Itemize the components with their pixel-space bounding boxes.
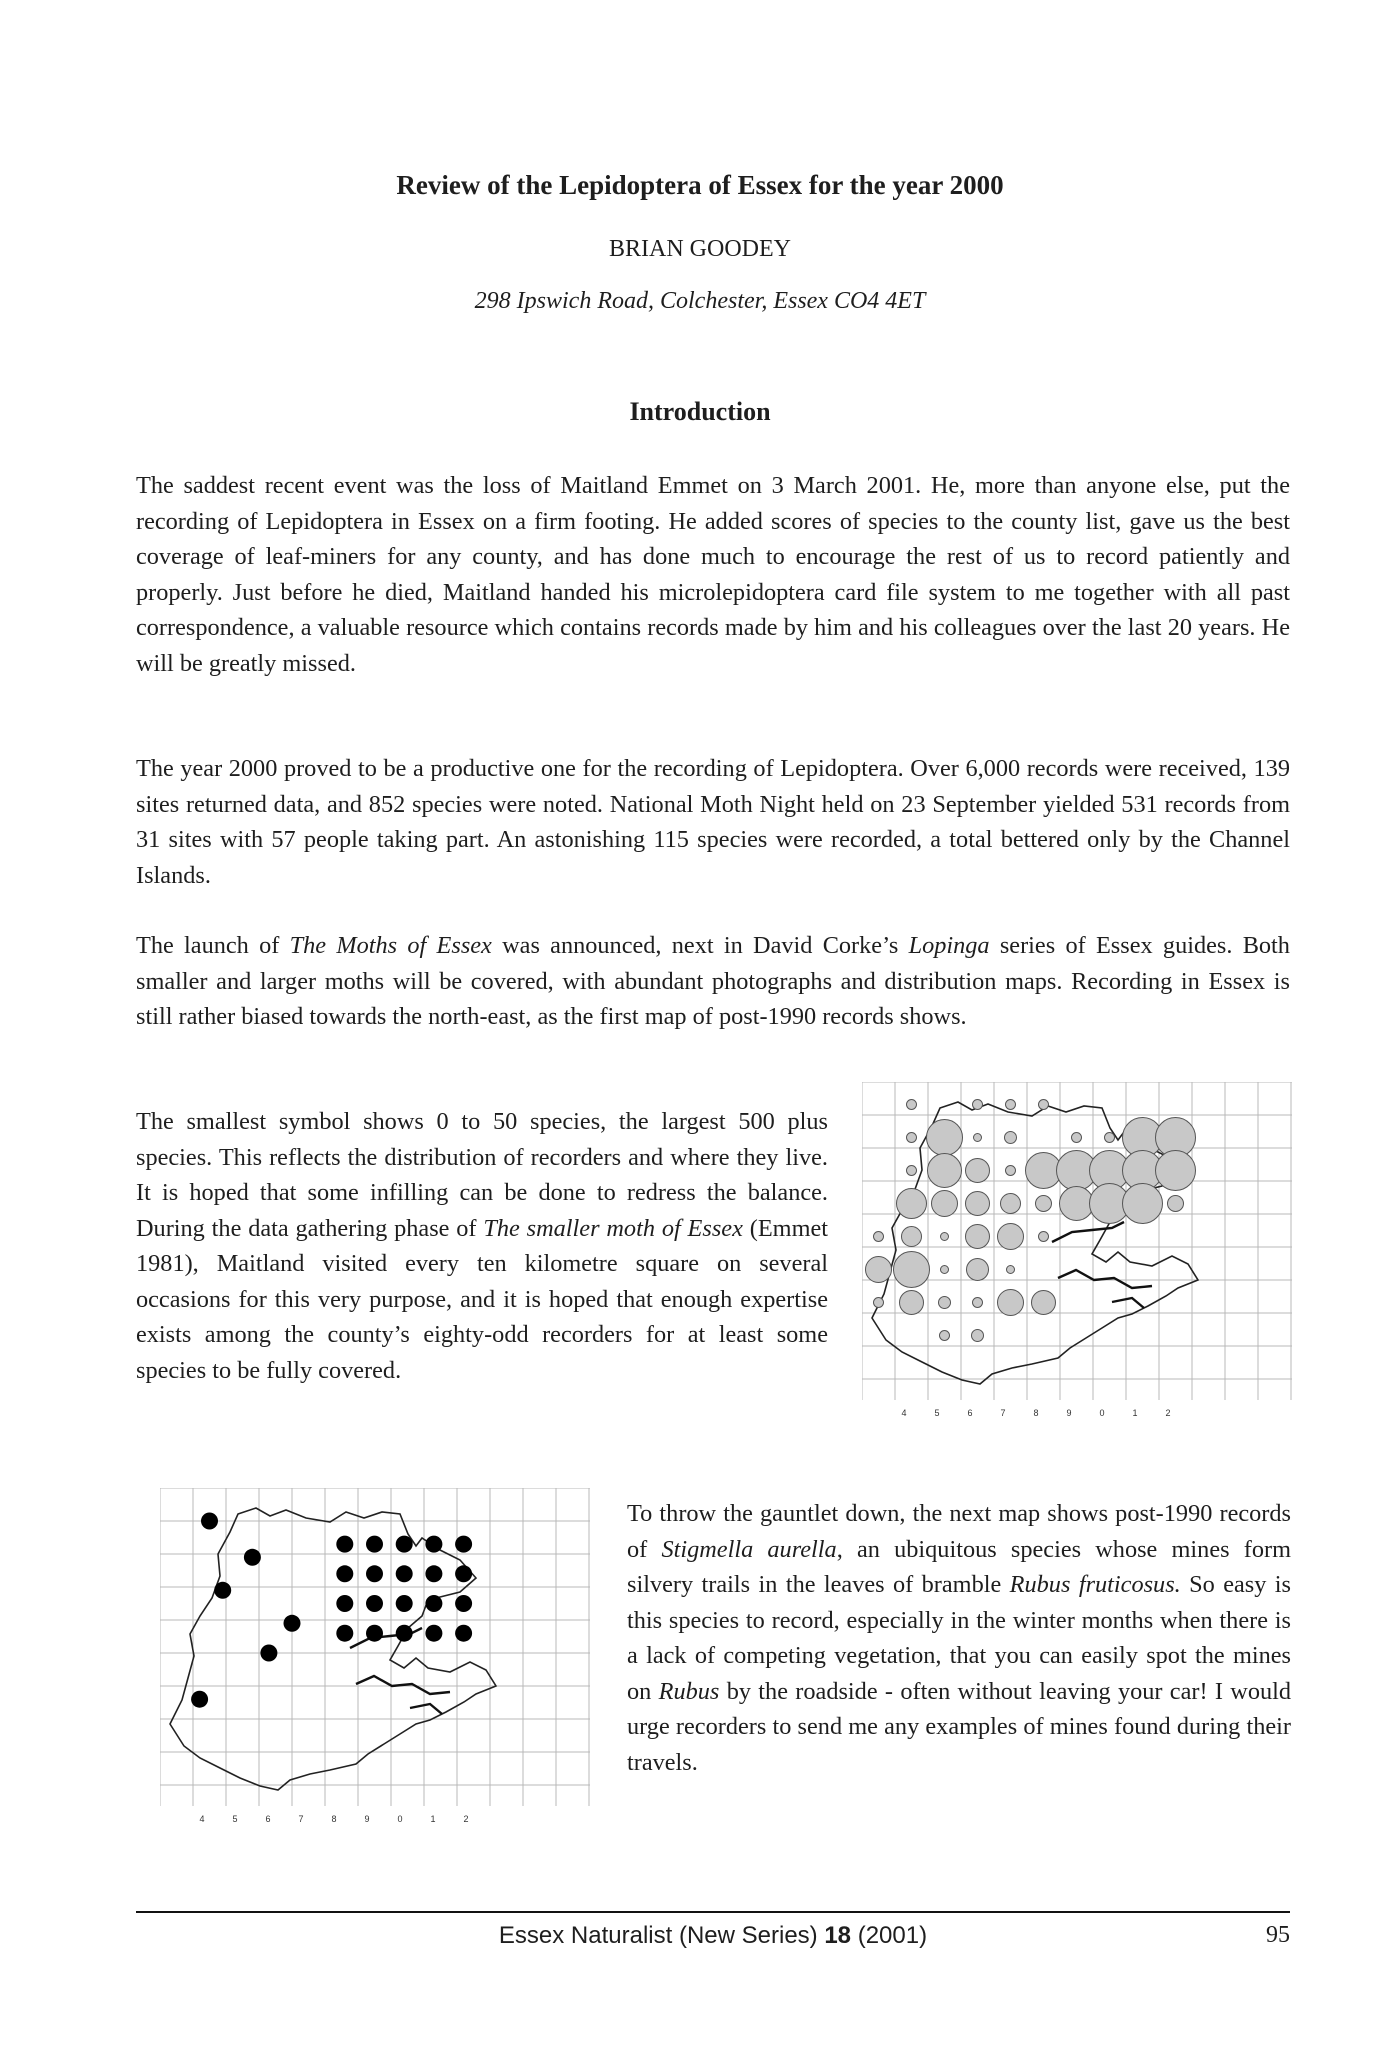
record-dot [201, 1513, 218, 1530]
species-symbol [900, 1291, 924, 1315]
tick-label: 8 [331, 1814, 337, 1824]
tick-label: 0 [1099, 1408, 1105, 1418]
species-symbol [1006, 1166, 1016, 1176]
tick-label: 9 [364, 1814, 370, 1824]
paragraph-intro: The saddest recent event was the loss of Maitland Emmet on 3 March 2001. He, more than anyone else, put the recording of Lepidoptera in Essex on a firm footing. He added scores of species to the county list, gave us the best coverage of leaf-miners for any county, and has done much to encourage the rest of us to record patiently and properly. Just before he died, Maitland handed his microlepidoptera card file system to me together with all past correspondence, a valuable resource which contains records made by him and his colleagues over the last 20 years. He will be greatly missed. [136, 472, 1290, 677]
tick-label: 4 [199, 1814, 205, 1824]
species-symbol [972, 1330, 984, 1342]
record-dot [366, 1595, 383, 1612]
paragraph-launch [136, 928, 1290, 1035]
species-symbol [907, 1100, 917, 1110]
record-dot [284, 1615, 301, 1632]
record-dot [336, 1565, 353, 1582]
species-symbol [1156, 1151, 1196, 1191]
tick-label: 5 [232, 1814, 238, 1824]
record-dot [425, 1625, 442, 1642]
section-heading: Introduction [629, 397, 771, 426]
species-name: Rubus fruticosus. [1009, 1571, 1181, 1598]
record-dot [366, 1565, 383, 1582]
species-symbol [1072, 1133, 1082, 1143]
text-run: The launch of [136, 932, 290, 959]
book-title: The smaller moth of Essex [483, 1214, 743, 1242]
tick-label: 7 [1000, 1408, 1006, 1418]
article-title: Review of the Lepidoptera of Essex for the year 2000 [396, 170, 1004, 200]
tick-label: 6 [265, 1814, 271, 1824]
species-symbol [928, 1154, 962, 1188]
tick-label: 1 [430, 1814, 436, 1824]
record-dot [425, 1595, 442, 1612]
species-symbol [967, 1259, 989, 1281]
species-symbol [966, 1159, 990, 1183]
species-symbol [1039, 1232, 1049, 1242]
species-symbol [897, 1189, 927, 1219]
tick-label: 9 [1066, 1408, 1072, 1418]
volume-number: 18 [824, 1922, 852, 1949]
species-symbol [998, 1290, 1024, 1316]
species-symbol [966, 1225, 990, 1249]
species-symbol [1005, 1132, 1017, 1144]
record-dot [260, 1645, 277, 1662]
species-symbol [907, 1166, 917, 1176]
species-symbol [907, 1133, 917, 1143]
species-symbol [939, 1297, 951, 1309]
author-address: 298 Ipswich Road, Colchester, Essex CO4 4ET [474, 288, 926, 314]
paragraph-symbols [136, 1104, 828, 1388]
species-symbol [874, 1298, 884, 1308]
record-dot [244, 1549, 261, 1566]
record-dot [366, 1536, 383, 1553]
species-symbol [973, 1298, 983, 1308]
species-symbol [1123, 1184, 1163, 1224]
record-dot [214, 1582, 231, 1599]
species-symbol [1060, 1187, 1094, 1221]
record-dot [396, 1565, 413, 1582]
record-dot [425, 1536, 442, 1553]
tick-label: 5 [934, 1408, 940, 1418]
text-run: , an ubiquitous species whose mines form silvery trails in the leaves of bramble [627, 1535, 1291, 1598]
tick-label: 0 [397, 1814, 403, 1824]
record-dot [396, 1536, 413, 1553]
species-symbol [1006, 1100, 1016, 1110]
species-symbol [1032, 1291, 1056, 1315]
species-symbol [1168, 1196, 1184, 1212]
axis-tick-labels [901, 1408, 1170, 1418]
essex-outline [170, 1508, 496, 1790]
record-dot [455, 1536, 472, 1553]
species-richness-map [862, 1082, 1292, 1420]
tick-label: 8 [1033, 1408, 1039, 1418]
record-dots [191, 1513, 472, 1708]
text-run: The smallest symbol shows 0 to 50 species, the largest 500 plus species. This reflects the distribution of recorders and where they live. It is hoped that some infilling can be done to redress the balance. During the data gathering phase of [136, 1108, 828, 1242]
species-symbol [1036, 1196, 1052, 1212]
journal-year: (2001) [851, 1922, 928, 1949]
species-symbol [941, 1233, 949, 1241]
record-dot [455, 1565, 472, 1582]
tick-label: 4 [901, 1408, 907, 1418]
author-name: BRIAN GOODEY [609, 236, 791, 262]
species-symbol [941, 1266, 949, 1274]
text-run: (Emmet 1981), Maitland visited every ten kilometre square on several occasions for this very purpose, and it is hoped that enough expertise exists among the county’s eighty-odd recorders for at least some species to be fully covered. [136, 1214, 828, 1384]
species-symbol [1039, 1100, 1049, 1110]
record-dot [336, 1595, 353, 1612]
record-dot [425, 1565, 442, 1582]
journal-name: Essex Naturalist (New Series) [498, 1922, 825, 1949]
text-run: series of Essex guides. Both smaller and larger moths will be covered, with abundant photographs and distribution maps. Recording in Essex is still rather biased towards the north-east, as the first map of post-1990 records shows. [136, 932, 1290, 1030]
genus-name: Rubus [658, 1677, 720, 1705]
species-symbol [940, 1331, 950, 1341]
text-run: To throw the gauntlet down, the next map shows post-1990 records of [627, 1500, 1291, 1563]
tick-label: 7 [298, 1814, 304, 1824]
tick-label: 2 [1165, 1408, 1171, 1418]
species-symbol [902, 1227, 922, 1247]
species-symbol [998, 1224, 1024, 1250]
species-symbol [927, 1120, 963, 1156]
journal-citation [136, 1922, 1290, 1950]
text-run: by the roadside - often without leaving your car! I would urge recorders to send me any examples of mines found during their travels. [627, 1677, 1292, 1776]
paragraph-year-2000: The year 2000 proved to be a productive one for the recording of Lepidoptera. Over 6,000 records were received, 139 sites returned data, and 852 species were noted. National Moth Night held on 23 September yielded 531 records from 31 sites with 57 people taking part. An astonishing 115 species were recorded, a total bettered only by the Channel Islands. [136, 755, 1290, 889]
stigmella-aurella-map [160, 1488, 590, 1826]
species-symbol [894, 1252, 930, 1288]
tick-label: 1 [1132, 1408, 1138, 1418]
species-symbol [966, 1192, 990, 1216]
paragraph-stigmella [627, 1496, 1291, 1780]
species-symbol [1105, 1133, 1115, 1143]
map-grid [862, 1082, 1292, 1400]
species-symbol [973, 1100, 983, 1110]
axis-tick-labels [199, 1814, 468, 1824]
record-dot [396, 1595, 413, 1612]
tick-label: 6 [967, 1408, 973, 1418]
record-dot [366, 1625, 383, 1642]
species-symbol [932, 1191, 958, 1217]
species-name: Stigmella aurella [661, 1535, 837, 1563]
record-dot [455, 1595, 472, 1612]
tick-label: 2 [463, 1814, 469, 1824]
record-dot [336, 1536, 353, 1553]
species-symbol [874, 1232, 884, 1242]
text-run: was announced, next in David Corke’s [491, 932, 909, 959]
species-symbol [1007, 1266, 1015, 1274]
species-symbol [1001, 1194, 1021, 1214]
book-title: The Moths of Essex [289, 932, 492, 959]
text-run: So easy is this species to record, especially in the winter months when there is a lack of competing vegetation, that you can easily spot the mines on [627, 1571, 1291, 1705]
series-name: Lopinga [908, 932, 990, 959]
page-number: 95 [1266, 1922, 1290, 1948]
record-dot [455, 1625, 472, 1642]
footer-rule [136, 1911, 1290, 1913]
species-symbol [974, 1134, 982, 1142]
species-symbols [866, 1100, 1196, 1342]
record-dot [336, 1625, 353, 1642]
species-symbol [866, 1257, 892, 1283]
record-dot [396, 1625, 413, 1642]
record-dot [191, 1691, 208, 1708]
